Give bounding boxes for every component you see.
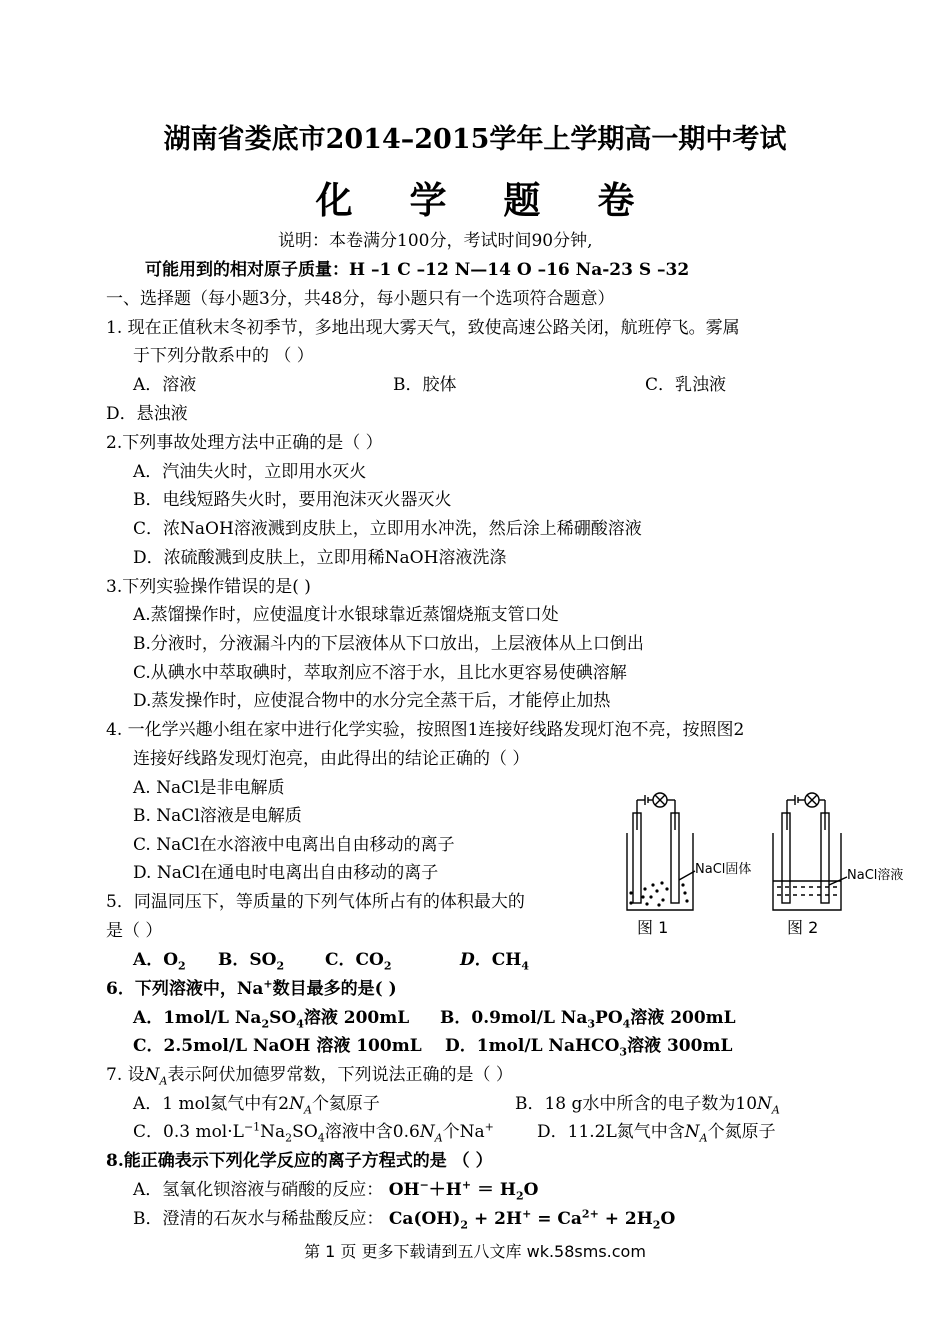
q8-option-a: A．氢氧化钡溶液与硝酸的反应： $OH^-+H^+ = H_2O$ <box>133 1178 539 1203</box>
page-footer: 第 1 页 更多下载请到五八文库 wk.58sms.com <box>304 1242 646 1261</box>
q3-option-b: B.分液时，分液漏斗内的下层液体从下口放出，上层液体从上口倒出 <box>133 634 644 654</box>
q5-option-b: B．$SO_2$ <box>218 950 285 973</box>
q8-stem: 8.能正确表示下列化学反应的离子方程式的是 （ ） <box>106 1151 493 1171</box>
fig2-caption: 图 2 <box>787 918 819 937</box>
q2-option-b: B．电线短路失火时，要用泡沫灭火器灭火 <box>133 490 452 510</box>
q4-option-b: B. NaCl溶液是电解质 <box>133 806 302 826</box>
q5-option-d: D．$CH_4$ <box>460 950 529 973</box>
q4-option-c: C. NaCl在水溶液中电离出自由移动的离子 <box>133 835 455 855</box>
fig1-caption: 图 1 <box>637 918 669 937</box>
fig1-label: NaCl固体 <box>695 862 752 877</box>
instructions-note: 说明：本卷满分100分，考试时间90分钟, <box>278 231 593 251</box>
q2-option-d: D．浓硫酸溅到皮肤上，立即用稀NaOH溶液洗涤 <box>133 548 507 568</box>
q7-stem: 7. 设$N_A$表示阿伏加德罗常数，下列说法正确的是（ ） <box>106 1065 513 1088</box>
paper-subtitle: 化 学 题 卷 <box>315 178 657 222</box>
q6-option-d: D．1mol/L NaHCO$_3$溶液 300mL <box>445 1036 733 1059</box>
q1-stem-line1: 1. 现在正值秋末冬初季节，多地出现大雾天气，致使高速公路关闭，航班停飞。雾属 <box>106 318 740 338</box>
q3-stem: 3.下列实验操作错误的是( ) <box>106 577 311 597</box>
q2-stem: 2.下列事故处理方法中正确的是（ ） <box>106 433 383 453</box>
q4-stem-line2: 连接好线路发现灯泡亮，由此得出的结论正确的（ ） <box>133 749 530 769</box>
q1-stem-line2: 于下列分散系中的 （ ） <box>133 346 314 366</box>
q7-option-d: D．11.2L氮气中含$N_A$个氮原子 <box>537 1122 776 1145</box>
q7-option-c: C．0.3 $mol\cdot L^{-1}Na_2SO_4$溶液中含$0.6N_A$个Na+ <box>133 1120 494 1145</box>
q5-stem-line1: 5．同温同压下，等质量的下列气体所占有的体积最大的 <box>106 892 525 912</box>
q5-option-c: C．$CO_2$ <box>325 950 392 973</box>
atomic-masses: 可能用到的相对原子质量：H –1 C –12 N—14 O –16 Na-23 S –32 <box>145 260 690 280</box>
q3-option-c: C.从碘水中萃取碘时，萃取剂应不溶于水，且比水更容易使碘溶解 <box>133 663 627 683</box>
q1-option-a: A．溶液 <box>133 375 197 395</box>
q6-stem: 6．下列溶液中，Na+数目最多的是( ) <box>106 977 397 999</box>
q4-stem-line1: 4. 一化学兴趣小组在家中进行化学实验，按照图1连接好线路发现灯泡不亮，按照图2 <box>106 720 745 740</box>
conductivity-apparatus-figure <box>615 785 935 945</box>
q6-option-c: C．2.5mol/L NaOH 溶液 100mL <box>133 1036 422 1056</box>
q5-option-a: A．$O_2$ <box>133 950 186 973</box>
q6-option-a: A．1mol/L $Na_2SO_4$溶液 200mL <box>133 1008 410 1031</box>
q7-option-a: A．1 mol氦气中有$2N_A$个氦原子 <box>133 1094 380 1117</box>
q4-option-a: A. NaCl是非电解质 <box>133 778 285 798</box>
q3-option-d: D.蒸发操作时，应使混合物中的水分完全蒸干后，才能停止加热 <box>133 691 611 711</box>
q6-option-b: B．0.9mol/L $Na_3PO_4$溶液 200mL <box>440 1008 736 1031</box>
q7-option-b: B．18 g水中所含的电子数为$10N_A$ <box>515 1094 780 1117</box>
q1-option-c: C．乳浊液 <box>645 375 727 395</box>
exam-title: 湖南省娄底市2014–2015学年上学期高一期中考试 <box>163 124 787 155</box>
q2-option-a: A．汽油失火时，立即用水灭火 <box>133 462 367 482</box>
q1-option-b: B．胶体 <box>393 375 457 395</box>
section-heading: 一、选择题（每小题3分，共48分，每小题只有一个选项符合题意） <box>106 289 615 309</box>
q4-option-d: D. NaCl在通电时电离出自由移动的离子 <box>133 863 439 883</box>
q2-option-c: C．浓NaOH溶液溅到皮肤上，立即用水冲洗，然后涂上稀硼酸溶液 <box>133 519 642 539</box>
q5-stem-line2: 是（ ） <box>106 921 163 941</box>
q1-option-d: D．悬浊液 <box>106 404 188 424</box>
q3-option-a: A.蒸馏操作时，应使温度计水银球靠近蒸馏烧瓶支管口处 <box>133 605 559 625</box>
fig2-label: NaCl溶液 <box>847 868 904 883</box>
q8-option-b: B．澄清的石灰水与稀盐酸反应： $Ca(OH)_2 + 2H^+ = Ca^{2+} + 2H_2O$ <box>133 1207 676 1232</box>
